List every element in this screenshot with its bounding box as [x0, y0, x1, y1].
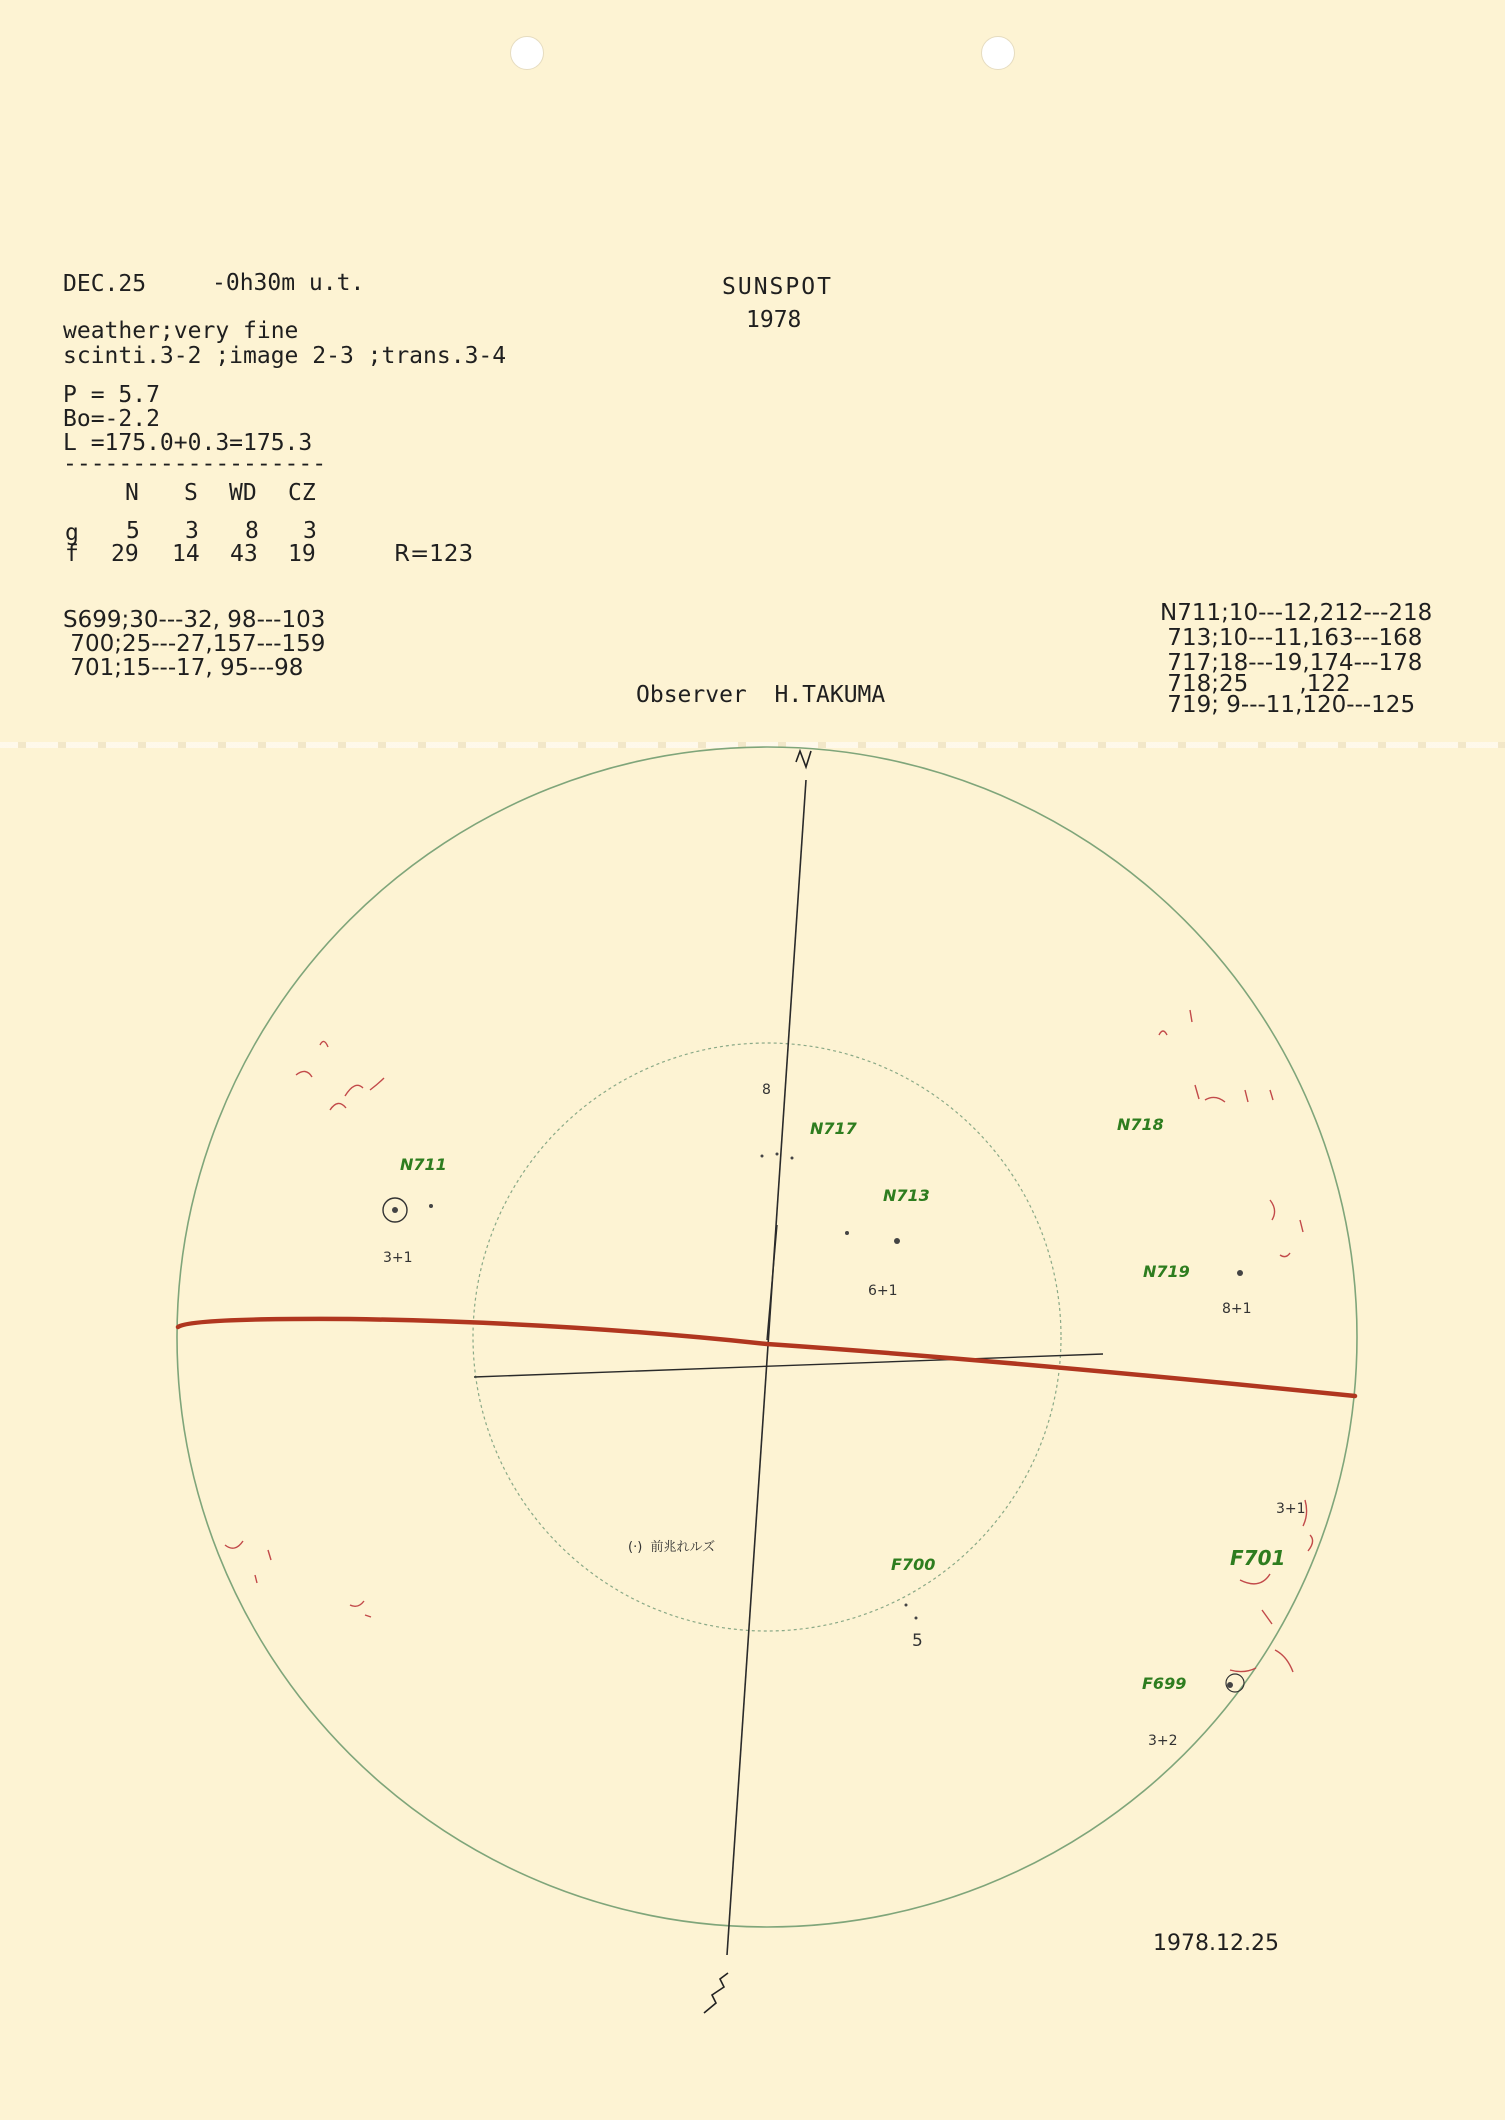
label-n718: N718 — [1117, 1115, 1164, 1134]
g-wd: 8 — [245, 518, 259, 544]
label-f700: F700 — [891, 1555, 936, 1574]
p-angle: P = 5.7 — [63, 382, 160, 408]
g-row-label: g — [65, 520, 79, 546]
count-header-cz: CZ — [288, 480, 316, 506]
label-n711-count: 3+1 — [383, 1250, 413, 1266]
label-n717-count: 8 — [762, 1082, 771, 1098]
spot-dot — [776, 1153, 779, 1156]
north-group-line: 719; 9---11,120---125 — [1160, 692, 1416, 718]
south-mark — [704, 1973, 728, 2013]
spot-dot — [894, 1238, 900, 1244]
short-vertical-axis — [767, 1225, 777, 1340]
count-header-s: S — [184, 480, 198, 506]
north-group-line: N711;10---12,212---218 — [1160, 600, 1433, 626]
spot-dot — [915, 1617, 918, 1620]
label-n719: N719 — [1143, 1262, 1190, 1281]
count-header-n: N — [125, 480, 139, 506]
label-f701: F701 — [1230, 1546, 1286, 1570]
label-n713-count: 6+1 — [868, 1283, 898, 1299]
spot-sketch — [225, 1541, 371, 1617]
observation-time: -0h30m u.t. — [212, 270, 365, 296]
f-s: 14 — [172, 541, 200, 567]
north-group-line: 717;18---19,174---178 — [1160, 650, 1423, 676]
spot-dots — [392, 1153, 1243, 1689]
spot-dot — [1227, 1682, 1233, 1688]
observation-date: DEC.25 — [63, 271, 147, 297]
f-wd: 43 — [230, 541, 258, 567]
count-header-wd: WD — [229, 480, 257, 506]
annotation-note: (·) 前兆れルズ — [628, 1540, 716, 1555]
label-n719-count: 8+1 — [1222, 1301, 1252, 1317]
label-n711: N711 — [400, 1155, 447, 1174]
l-value: L =175.0+0.3=175.3 — [63, 430, 313, 456]
f-n: 29 — [111, 541, 139, 567]
north-group-line: 718;25 ,122 — [1160, 671, 1351, 697]
spot-sketch — [1159, 1010, 1273, 1102]
spot-sketch — [1230, 1500, 1313, 1672]
label-f700-count: 5 — [912, 1631, 923, 1651]
spot-dot — [905, 1604, 908, 1607]
label-f699-count: 3+2 — [1148, 1733, 1178, 1749]
ew-axis — [474, 1354, 1103, 1377]
spot-dot — [429, 1204, 433, 1208]
label-n717: N717 — [810, 1119, 857, 1138]
date-stamp: 1978.12.25 — [1153, 1931, 1279, 1956]
spot-dot — [845, 1231, 849, 1235]
north-group-line: 713;10---11,163---168 — [1160, 625, 1423, 651]
f-row-label: f — [65, 541, 79, 567]
north-mark — [796, 751, 811, 767]
observer: Observer H.TAKUMA — [636, 682, 886, 708]
south-group-line: S699;30---32, 98---103 — [63, 607, 326, 633]
bo-value: Bo=-2.2 — [63, 406, 160, 432]
divider: ------------------- — [63, 451, 327, 477]
weather-line: weather;very fine — [63, 318, 299, 344]
label-f699: F699 — [1142, 1674, 1187, 1693]
spot-dot — [761, 1155, 764, 1158]
spot-dot — [1237, 1270, 1243, 1276]
page-year: 1978 — [746, 307, 802, 333]
south-group-line: 701;15---17, 95---98 — [63, 655, 304, 681]
spot-dot — [791, 1157, 794, 1160]
seeing-line: scinti.3-2 ;image 2-3 ;trans.3-4 — [63, 343, 507, 369]
spot-sketch — [296, 1041, 384, 1110]
spot-dot — [392, 1207, 398, 1213]
spot-sketch — [1270, 1200, 1303, 1257]
g-s: 3 — [185, 518, 199, 544]
page-title: SUNSPOT — [722, 274, 833, 300]
south-group-line: 700;25---27,157---159 — [63, 631, 326, 657]
g-cz: 3 — [303, 518, 317, 544]
f-cz: 19 — [288, 541, 316, 567]
relative-number: R=123 — [394, 541, 474, 567]
label-n713: N713 — [883, 1186, 930, 1205]
label-f701-count: 3+1 — [1276, 1501, 1306, 1517]
g-n: 5 — [126, 518, 140, 544]
